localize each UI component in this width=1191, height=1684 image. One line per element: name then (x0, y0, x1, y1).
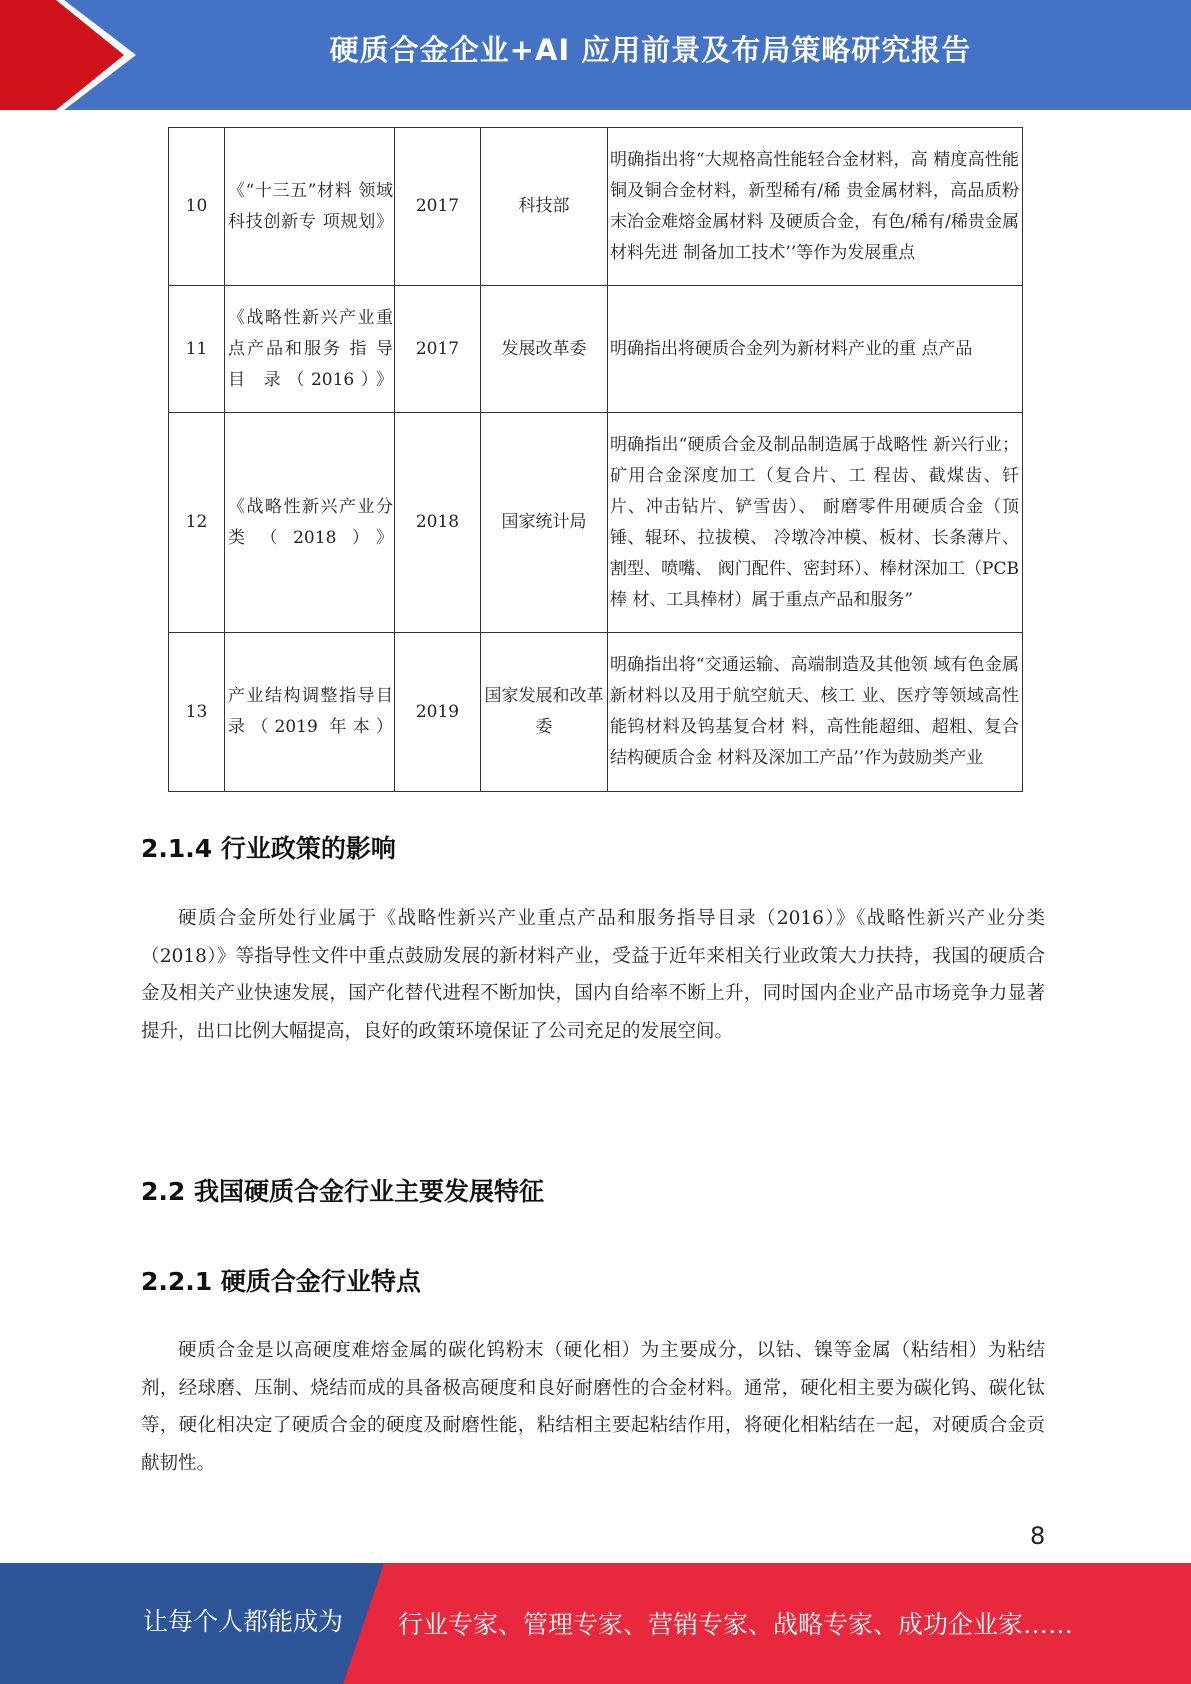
policy-name: 《“十三五”材料 领域科技创新专 项规划》 (225, 128, 395, 286)
section-heading-2-2: 2.2 我国硬质合金行业主要发展特征 (141, 1177, 544, 1206)
table-row (169, 633, 1023, 792)
row-number: 13 (169, 633, 225, 792)
policy-description: 明确指出“硬质合金及制品制造属于战略性 新兴行业；矿用合金深度加工（复合片、工 程齿、截煤齿、钎片、冲击钻片、铲雪齿）、 耐磨零件用硬质合金（顶锤、辊环、拉拔模、 冷墩冷冲模、板材、长条薄片、割型、喷嘴、 阀门配件、密封环）、棒材深加工（PCB 棒 材、工具棒材）属于重点产品和服务” (608, 413, 1023, 633)
report-title: 硬质合金企业+AI 应用前景及布局策略研究报告 (329, 33, 972, 67)
issuing-department: 发展改革委 (481, 286, 608, 413)
row-number: 11 (169, 286, 225, 413)
page-number: 8 (1030, 1522, 1046, 1550)
policy-year: 2019 (395, 633, 481, 792)
header-arrow-logo (0, 0, 160, 110)
section-paragraph-2-2-1: 硬质合金是以高硬度难熔金属的碳化钨粉末（硬化相）为主要成分，以钴、镍等金属（粘结相）为粘结剂，经球磨、压制、烧结而成的具备极高硬度和良好耐磨性的合金材料。通常，硬化相主要为碳化钨、碳化钛等，硬化相决定了硬质合金的硬度及耐磨性能，粘结相主要起粘结作用，将硬化相粘结在一起，对硬质合金贡献韧性。 (141, 1340, 1045, 1474)
footer-slogan-left: 让每个人都能成为 (143, 1607, 344, 1636)
row-number: 12 (169, 413, 225, 633)
issuing-department: 国家统计局 (481, 413, 608, 633)
policy-description: 明确指出将“大规格高性能轻合金材料，高 精度高性能铜及铜合金材料，新型稀有/稀 贵金属材料，高品质粉末冶金难熔金属材料 及硬质合金，有色/稀有/稀贵金属材料先进 制备加工技术’’等作为发展重点 (608, 128, 1023, 286)
policy-table (168, 127, 1023, 792)
footer-slogan-right: 行业专家、管理专家、营销专家、战略专家、成功企业家…… (398, 1610, 1074, 1639)
policy-description: 明确指出将硬质合金列为新材料产业的重 点产品 (608, 286, 1023, 413)
page-header (0, 0, 1191, 110)
policy-year: 2017 (395, 286, 481, 413)
issuing-department: 国家发展和改革委 (481, 633, 608, 792)
policy-year: 2017 (395, 128, 481, 286)
page-footer (0, 1563, 1191, 1684)
table-row (169, 128, 1023, 286)
table-row (169, 286, 1023, 413)
section-heading-2-1-4: 2.1.4 行业政策的影响 (141, 834, 396, 863)
section-paragraph-2-1-4: 硬质合金所处行业属于《战略性新兴产业重点产品和服务指导目录（2016）》《战略性新兴产业分类（2018）》等指导性文件中重点鼓励发展的新材料产业，受益于近年来相关行业政策大力扶持，我国的硬质合金及相关产业快速发展，国产化替代进程不断加快，国内自给率不断上升，同时国内企业产品市场竞争力显著提升，出口比例大幅提高，良好的政策环境保证了公司充足的发展空间。 (141, 908, 1045, 1042)
row-number: 10 (169, 128, 225, 286)
table-row (169, 413, 1023, 633)
issuing-department: 科技部 (481, 128, 608, 286)
policy-year: 2018 (395, 413, 481, 633)
section-heading-2-2-1: 2.2.1 硬质合金行业特点 (141, 1267, 421, 1296)
policy-description: 明确指出将“交通运输、高端制造及其他领 域有色金属新材料以及用于航空航天、核工 业、医疗等领域高性能钨材料及钨基复合材 料，高性能超细、超粗、复合结构硬质合金 材料及深加工产品’’作为鼓励类产业 (608, 633, 1023, 792)
policy-name: 产业结构调整指导目录（2019 年本） (225, 633, 395, 792)
policy-name: 《战略性新兴产业分类（2018）》 (225, 413, 395, 633)
policy-name: 《战略性新兴产业重点产品和服务 指 导 目 录（2016）》 (225, 286, 395, 413)
